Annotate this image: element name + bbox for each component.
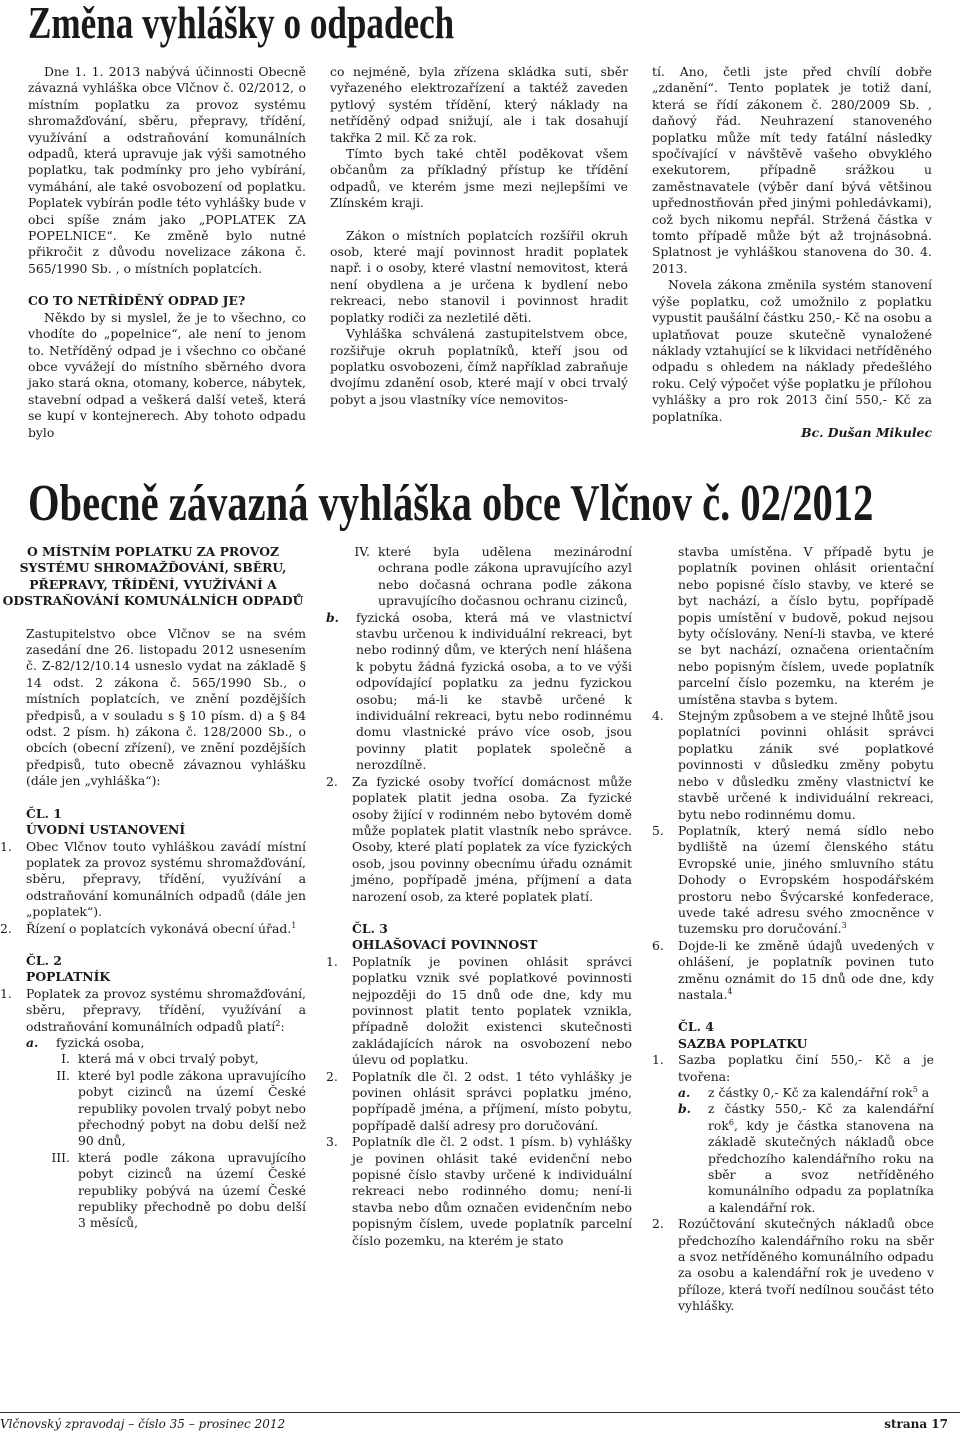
page-number: strana 17: [884, 1417, 948, 1431]
article-title: Změna vyhlášky o odpadech: [28, 0, 455, 48]
list-item: a. fyzická osoba,: [26, 1034, 145, 1050]
list-item: I. která má v obci trvalý pobyt,: [61, 1051, 259, 1067]
article1-column-2: [330, 64, 628, 408]
paragraph: Dne 1. 1. 2013 nabývá účinnosti Obecně závazná vyhláška obce Vlčnov č. 02/2012, o místním poplatku za provoz systému shromažďování, sběru, přepravy, třídění, využívání a odstraňování komunálních odpadů, která upravuje jak výši samotného poplatku, tak podmínky pro jeho vybírání, vymáhání, ale také osvobození od poplatku. Poplatek vybírán podle této vyhlášky bude v obci spíše znám jako „POPLATEK ZA POPELNICE“. Ke změně bylo nutné přikročit z důvodu novelizace zákona č. 565/1990 Sb. , o místních poplatcích.: [28, 64, 306, 276]
article-heading: POPLATNÍK: [26, 969, 111, 985]
list-item: 2. Řízení o poplatcích vykonává obecní úřad.$^1$: [0, 920, 297, 936]
article1-column-1: [28, 64, 306, 441]
article-heading: ÚVODNÍ USTANOVENÍ: [26, 822, 186, 838]
paragraph: stavba umístěna. V případě bytu je poplatník povinen ohlásit orientační nebo popisné číslo stavby, ve které se byt nachází, a číslo bytu, popřípadě popis umístění v budově, pokud nejsou byty očíslovány. Není-li stavba, ve které se byt nachází, označena orientačním nebo popisným číslem, uvede poplatník parcelní číslo pozemku, na kterém je umístěna stavba s bytem.: [678, 544, 934, 707]
article1-column-3: [652, 64, 932, 441]
list-item: 1. Sazba poplatku činí 550,- Kč a je tvořena:: [652, 1052, 934, 1084]
list-item: II. které byl podle zákona upravujícího pobyt cizinců na území České republiky povolen trvalý pobyt nebo přechodný pobyt na dobu delší než 90 dnů,: [56, 1067, 306, 1149]
list-item: 2. Poplatník dle čl. 2 odst. 1 této vyhlášky je povinen ohlásit správci poplatku jméno, popřípadě jména, a příjmení, místo pobytu, popřípadě další adresy pro doručování.: [326, 1068, 632, 1133]
paragraph: co nejméně, byla zřízena skládka suti, sběr vyřazeného elektrozařízení a taktéž zaveden pytlový systém třídění, který náklady na netříděný odpad snižují, ale i tak dosahují takřka 2 mil. Kč za rok.: [330, 64, 628, 145]
page-footer: [0, 1412, 960, 1433]
list-item: 1. Poplatník je povinen ohlásit správci poplatku vznik své poplatkové povinnosti nejpozději do 15 dnů ode dne, kdy mu povinnost platit tento poplatek vznikla, případně doložit existenci skutečnosti zakládajících nárok na osvobození nebo úlevu od poplatku.: [326, 953, 632, 1068]
paragraph: tí. Ano, četli jste před chvílí dobře „zdanění“. Tento poplatek je totiž daní, která se řídí zákonem č. 280/2009 Sb. , daňový řád. Neuhrazení stanoveného poplatku může mít tedy fatální následky spočívající v návštěvě vašeho obvyklého exekutorem, případně srážkou u zaměstnavatele (výběr daní bývá většinou upřednostňován před jinými pohledávkami), což bych nikomu nepřál. Stržená částka v tomto případě může být až trojnásobná. Splatnost je vyhláškou stanovena do 30. 4. 2013.: [652, 64, 932, 276]
list-item: 5. Poplatník, který nemá sídlo nebo bydliště na území členského státu Evropské unie, jiného smluvního státu Dohody o Evropském hospodářském prostoru nebo Švýcarské konfederace, uvede také adresu svého zmocněnce v tuzemsku pro doručování.$^3$: [652, 822, 934, 937]
list-item: 1. Poplatek za provoz systému shromažďování, sběru, přepravy, třídění, využívání a odstraňování komunálních odpadů platí$^2$:: [0, 985, 306, 1034]
section-heading: CO TO NETŘÍDĚNÝ ODPAD JE?: [28, 293, 246, 309]
article-number: ČL. 3: [352, 920, 388, 936]
paragraph: Tímto bych také chtěl poděkovat všem občanům za příkladný přístup ke třídění odpadů, ve kterém jsme mezi nejlepšími ve Zlínském kraji.: [330, 146, 628, 211]
list-item: 1. Obec Vlčnov touto vyhláškou zavádí místní poplatek za provoz systému shromažďování, sběru, přepravy, třídění, využívání a odstraňování komunálních odpadů (dále jen „poplatek“).: [0, 838, 306, 920]
list-item: 2. Za fyzické osoby tvořící domácnost může poplatek platit jedna osoba. Za fyzické osoby žijící v rodinném nebo bytovém domě může poplatek platit vlastník nebo správce. Osoby, které platí poplatek za více fyzických osob, jsou povinny obecnímu úřadu oznámit jméno, popřípadě jména, příjmení a data narození osob, za které poplatek platí.: [326, 773, 632, 904]
paragraph: Zákon o místních poplatcích rozšířil okruh osob, které mají povinnost hradit poplatek např. i o osoby, které vlastní nemovitost, která není obydlena a je určena k bydlení nebo rekreaci, nebo stanovil i povinnost hradit poplatky rodiči za nezletilé děti.: [330, 227, 628, 325]
article-heading: SAZBA POPLATKU: [678, 1035, 808, 1051]
publication-name: Vlčnovský zpravodaj – číslo 35 – prosinec 2012: [0, 1417, 286, 1431]
article-number: ČL. 2: [26, 952, 62, 968]
list-item: a. z částky 0,- Kč za kalendářní rok$^5$ a: [678, 1084, 930, 1100]
decree-heading: O MÍSTNÍM POPLATKU ZA PROVOZ SYSTÉMU SHROMAŽĎOVÁNÍ, SBĚRU, PŘEPRAVY, TŘÍDĚNÍ, VYUŽÍVÁNÍ A ODSTRAŇOVÁNÍ KOMUNÁLNÍCH ODPADŮ: [2, 544, 304, 609]
decree-column-3: [652, 544, 934, 1315]
list-item: b. fyzická osoba, která má ve vlastnictví stavbu určenou k individuální rekreaci, byt nebo rodinný dům, ve kterých není hlášena k pobytu žádná fyzická osoba, a to ve výši odpovídající poplatku za jednu fyzickou osobu; má-li ke stavbě určené k individuální rekreaci, bytu nebo rodinnému domu vlastnické právo více osob, jsou povinny platit poplatek společně a nerozdílně.: [326, 609, 632, 773]
article-heading: OHLAŠOVACÍ POVINNOST: [352, 937, 538, 953]
paragraph: Novela zákona změnila systém stanovení výše poplatku, což umožnilo z poplatku vypustit paušální částku 250,- Kč na osobu a uplatňovat pouze skutečně vynaložené náklady vztahující se k likvidaci netříděného odpadu s ohledem na náklady předešlého roku. Celý výpočet výše poplatku je přílohou vyhlášky a pro rok 2013 činí 550,- Kč za poplatníka.: [652, 277, 932, 424]
decree-column-1: [0, 544, 306, 1232]
list-item: b. z částky 550,- Kč za kalendářní rok$^6$, kdy je částka stanovena na základě skutečných nákladů obce předchozího kalendářního roku na sběr a svoz netříděného komunálního odpadu za poplatníka a kalendářní rok.: [678, 1101, 934, 1215]
list-item: 6. Dojde-li ke změně údajů uvedených v ohlášení, je poplatník povinen tuto změnu oznámit do 15 dnů ode dne, kdy nastala.$^4$: [652, 937, 934, 1002]
signature: Bc. Dušan Mikulec: [801, 424, 932, 440]
list-item: IV. které byla udělena mezinárodní ochrana podle zákona upravujícího azyl nebo dočasná ochrana podle zákona upravujícího dočasnou ochranu cizinců,: [354, 544, 632, 609]
decree-title: Obecně závazná vyhláška obce Vlčnov č. 02/2012: [28, 475, 874, 532]
paragraph: Zastupitelstvo obce Vlčnov se na svém zasedání dne 26. listopadu 2012 usnesením č. Z-82/12/10.14 usneslo vydat na základě § 14 odst. 2 zákona č. 565/1990 Sb., o místních poplatcích, ve znění pozdějších předpisů, a v souladu s § 10 písm. d) a § 84 odst. 2 písm. h) zákona č. 128/2000 Sb., o obcích (obecní zřízení), ve znění pozdějších předpisů, tuto obecně závaznou vyhlášku (dále jen „vyhláška“):: [26, 625, 306, 789]
paragraph: Vyhláška schválená zastupitelstvem obce, rozšiřuje okruh poplatníků, kteří jsou od poplatku osvobozeni, čímž například zabraňuje dvojímu zdanění osob, které mají v obci trvalý pobyt a jsou vlastníky více nemovitos-: [330, 326, 628, 407]
list-item: III. která podle zákona upravujícího pobyt cizinců na území České republiky pobývá na území České republiky přechodně po dobu delší 3 měsíců,: [51, 1149, 306, 1231]
list-item: 4. Stejným způsobem a ve stejné lhůtě jsou poplatníci povinni ohlásit správci poplatku zánik své poplatkové povinnosti v důsledku změny pobytu nebo v důsledku změny vlastnictví ke stavbě určené k individuální rekreaci, bytu nebo rodinnému domu.: [652, 708, 934, 822]
article-number: ČL. 4: [678, 1019, 714, 1035]
list-item: 2. Rozúčtování skutečných nákladů obce předchozího kalendářního roku na sběr a svoz netříděného komunálního odpadu za osobu a kalendářní rok je uvedeno v příloze, která tvoří nedílnou součást této vyhlášky.: [652, 1216, 934, 1314]
decree-column-2: [326, 544, 632, 1249]
list-item: 3. Poplatník dle čl. 2 odst. 1 písm. b) vyhlášky je povinen ohlásit také evidenční nebo popisné číslo stavby určené k individuální rekreaci nebo rodinného domu; není-li stavba nebo dům označen evidenčním nebo popisným číslem, uvede poplatník parcelní číslo pozemku, na kterém je stato: [326, 1134, 632, 1248]
article-number: ČL. 1: [26, 805, 62, 821]
paragraph: Někdo by si myslel, že je to všechno, co vhodíte do „popelnice“, ale není to jenom to. Netříděný odpad je i všechno co občané obce vyvážejí do místního sběrného dvora jako stará okna, otomany, koberce, nábytek, stavební odpad a veškerá další veteš, která se kupí v kontejnerech. Aby tohoto odpadu bylo: [28, 309, 306, 440]
